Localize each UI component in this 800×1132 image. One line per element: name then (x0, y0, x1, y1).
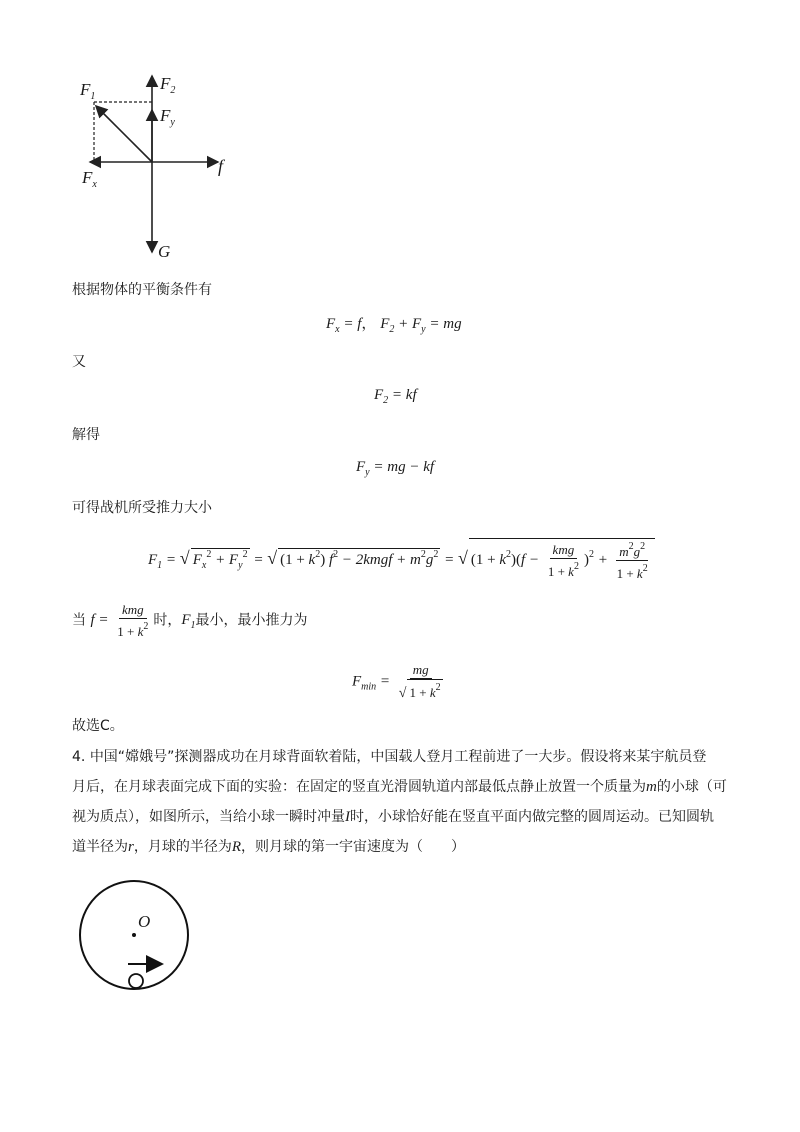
when-text: 当 f = $\frac{\text{kmg}}{1 + k^2}$ 时，$F_1$最小，最小推力为 (72, 602, 308, 639)
q4-line2: 月后，在月球表面完成下面的实验：在固定的竖直光滑圆轨道内部最低点静止放置一个质量为m的小球（可 (72, 779, 727, 795)
label-fx: $F_x$ (82, 168, 97, 190)
balance-text: 根据物体的平衡条件有 (72, 282, 212, 298)
answer-text: 故选C。 (72, 718, 124, 734)
label-f: f (218, 156, 224, 176)
q4-line3: 视为质点），如图所示，当给小球一瞬时冲量I时，小球恰好能在竖直平面内做完整的圆周运动。已知圆轨 (72, 809, 714, 825)
q4-line4: 道半径为r，月球的半径为R，则月球的第一宇宙速度为（ ） (72, 839, 466, 855)
equation-f1: $F_1$ = √ $F_x^2 + F_y^2$ = √ $(1 + k^2)$ $f^2$ − 2kmgf + $m^2g^2$ = √ $(1 + k^2)(f$ − $\frac{\text{kmg}}{1 + k^2}$ )$^2$ + $\frac{m^2g^2}{1 + k^2}$ (148, 538, 655, 582)
equation-balance: $F_x = f$， $F_2 + F_y$ = mg (326, 316, 462, 335)
center-point (132, 933, 136, 937)
f1-arrow (96, 106, 152, 162)
also-text: 又 (72, 354, 86, 370)
label-o: O (138, 912, 151, 931)
thrust-text: 可得战机所受推力大小 (72, 500, 212, 516)
circle-track-diagram (74, 880, 194, 995)
question-4 (72, 742, 732, 862)
small-ball (129, 974, 143, 988)
q4-line1: 4. 中国“嫦娥号”探测器成功在月球背面软着陆，中国载人登月工程前进了一大步。假设将来某宇航员登 (72, 749, 707, 765)
label-f1: $F_1$ (80, 80, 96, 102)
label-g: G (158, 242, 171, 261)
equation-fmin: $F_{min}$ = $\frac{mg}{√ 1 + k^2}$ (352, 662, 441, 701)
solve-text: 解得 (72, 427, 100, 443)
label-fy: $F_y$ (160, 106, 175, 128)
equation-fy: $F_y$ = mg − kf (356, 459, 435, 478)
label-f2: $F_2$ (160, 74, 176, 96)
equation-f2: $F_2$ = kf (374, 387, 417, 406)
